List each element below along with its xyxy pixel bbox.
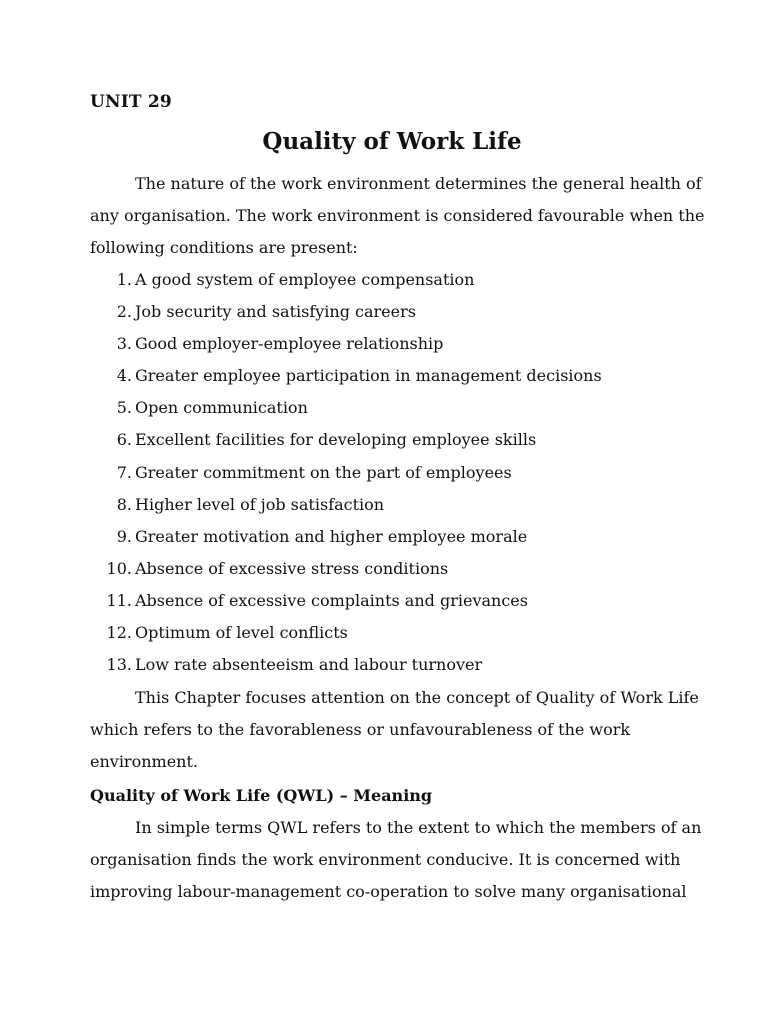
paragraph-line: This Chapter focuses attention on the concept of Quality of Work Life <box>135 688 699 707</box>
list-item <box>90 264 690 296</box>
list-item <box>90 489 690 521</box>
list-item <box>90 521 690 553</box>
list-number: 11. <box>106 590 132 610</box>
chapter-focus-paragraph <box>90 682 699 778</box>
list-number: 7. <box>116 462 132 482</box>
list-item <box>90 392 690 424</box>
list-number: 8. <box>116 494 132 514</box>
list-text: Absence of excessive stress conditions <box>135 558 449 578</box>
list-number: 5. <box>116 398 132 418</box>
list-number: 9. <box>116 526 132 546</box>
list-text: A good system of employee compensation <box>135 270 475 289</box>
paragraph-line: organisation finds the work environment conducive. It is concerned with <box>90 850 681 869</box>
paragraph-line: improving labour-management co-operation to solve many organisational <box>90 882 687 901</box>
intro-line: The nature of the work environment determines the general health of <box>135 174 702 193</box>
conditions-list <box>90 264 690 681</box>
list-number: 1. <box>116 270 132 289</box>
list-item <box>90 617 690 649</box>
list-text: Greater employee participation in management decisions <box>135 366 602 386</box>
list-text: Greater commitment on the part of employees <box>135 462 512 482</box>
page-title: Quality of Work Life <box>262 128 522 155</box>
list-item <box>90 360 690 392</box>
list-item <box>90 424 690 456</box>
list-text: Good employer-employee relationship <box>135 334 444 354</box>
list-item <box>90 457 690 489</box>
list-number: 4. <box>116 366 132 386</box>
paragraph-line: In simple terms QWL refers to the extent to which the members of an <box>135 818 702 837</box>
intro-paragraph <box>90 168 705 264</box>
unit-label: UNIT 29 <box>90 92 172 112</box>
list-number: 10. <box>106 558 132 578</box>
list-item <box>90 585 690 617</box>
list-text: Higher level of job satisfaction <box>135 494 385 514</box>
list-text: Low rate absenteeism and labour turnover <box>135 655 483 675</box>
list-text: Absence of excessive complaints and grievances <box>135 590 528 610</box>
list-item <box>90 296 690 328</box>
meaning-paragraph <box>90 812 702 908</box>
list-number: 2. <box>116 302 132 322</box>
list-number: 13. <box>106 655 132 675</box>
list-text: Optimum of level conflicts <box>135 623 348 643</box>
list-text: Greater motivation and higher employee morale <box>135 526 528 546</box>
list-number: 3. <box>116 334 132 354</box>
intro-line: following conditions are present: <box>90 238 358 257</box>
paragraph-line: which refers to the favorableness or unfavourableness of the work <box>90 720 631 739</box>
list-text: Open communication <box>135 398 308 418</box>
intro-line: any organisation. The work environment is considered favourable when the <box>90 206 705 225</box>
list-number: 6. <box>116 430 132 450</box>
list-number: 12. <box>106 623 132 643</box>
list-text: Excellent facilities for developing employee skills <box>135 430 537 450</box>
list-item <box>90 328 690 360</box>
list-text: Job security and satisfying careers <box>135 302 416 322</box>
list-item <box>90 649 690 681</box>
list-item <box>90 553 690 585</box>
section-heading: Quality of Work Life (QWL) – Meaning <box>90 786 433 805</box>
paragraph-line: environment. <box>90 752 198 771</box>
